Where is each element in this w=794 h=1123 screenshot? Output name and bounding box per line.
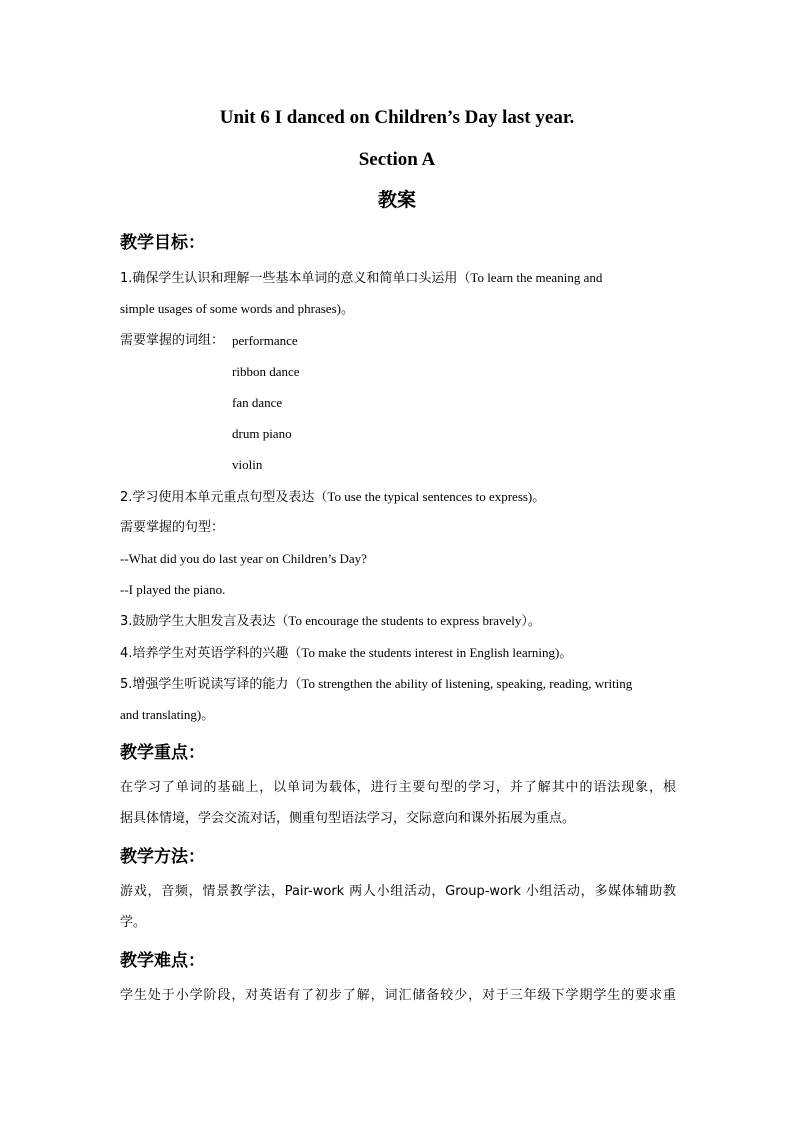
difficulties-heading: 教学难点： — [120, 951, 205, 971]
phrase-item: performance — [232, 333, 298, 348]
goals-heading: 教学目标： — [120, 233, 205, 253]
document-title: Unit 6 I danced on Children’s Day last year. — [219, 107, 575, 128]
goal-item-4 — [120, 643, 676, 664]
phrase-item: drum piano — [232, 426, 292, 441]
goal-item-3-cn: 3.鼓励学生大胆发言及表达（ — [120, 614, 289, 629]
sentences-label: 需要掌握的句型： — [120, 520, 225, 535]
key-points-heading: 教学重点： — [120, 743, 205, 763]
methods-line-1: 游戏，音频，情景教学法，Pair-work 两人小组活动，Group-work 小组活动，多媒体辅助教 — [120, 884, 676, 899]
goal-item-1-en: To learn the meaning and — [470, 270, 603, 285]
goal-item-5-en: To strengthen the ability of listening, speaking, reading, writing — [301, 676, 633, 691]
phrase-item: ribbon dance — [232, 364, 300, 379]
goal-item-2-cn: 2.学习使用本单元重点句型及表达（ — [120, 490, 328, 505]
goal-item-4-en: To make the students interest in English learning)。 — [301, 645, 573, 660]
goal-item-1-continued: simple usages of some words and phrases)。 — [120, 301, 354, 316]
sentence-question: --What did you do last year on Children’s Day? — [120, 551, 367, 566]
goal-item-1-cn: 1.确保学生认识和理解一些基本单词的意义和简单口头运用（ — [120, 271, 471, 286]
lesson-plan-label: 教案 — [377, 190, 416, 211]
sentence-answer: --I played the piano. — [120, 582, 226, 597]
methods-heading: 教学方法： — [120, 847, 205, 867]
key-points-line-1: 在学习了单词的基础上，以单词为载体，进行主要句型的学习，并了解其中的语法现象，根 — [120, 780, 676, 795]
goal-item-3 — [120, 611, 676, 632]
difficulties-line-1: 学生处于小学阶段，对英语有了初步了解，词汇储备较少，对于三年级下学期学生的要求重 — [120, 988, 676, 1003]
goal-item-2-en: To use the typical sentences to express)。 — [327, 489, 546, 504]
phrase-item: violin — [232, 457, 263, 472]
goal-item-5 — [120, 674, 676, 695]
key-points-line-2: 据具体情境，学会交流对话，侧重句型语法学习，交际意向和课外拓展为重点。 — [120, 811, 576, 826]
phrase-item: fan dance — [232, 395, 283, 410]
goal-item-1 — [120, 268, 676, 289]
goal-item-2 — [120, 487, 676, 508]
methods-line-2: 学。 — [120, 915, 147, 930]
phrases-label: 需要掌握的词组： — [120, 333, 225, 348]
goal-item-4-cn: 4.培养学生对英语学科的兴趣（ — [120, 646, 302, 661]
goal-item-5-continued: and translating)。 — [120, 707, 215, 722]
goal-item-5-cn: 5.增强学生听说读写译的能力（ — [120, 677, 302, 692]
goal-item-3-en: To encourage the students to express bravely）。 — [288, 613, 541, 628]
section-title: Section A — [358, 149, 436, 170]
